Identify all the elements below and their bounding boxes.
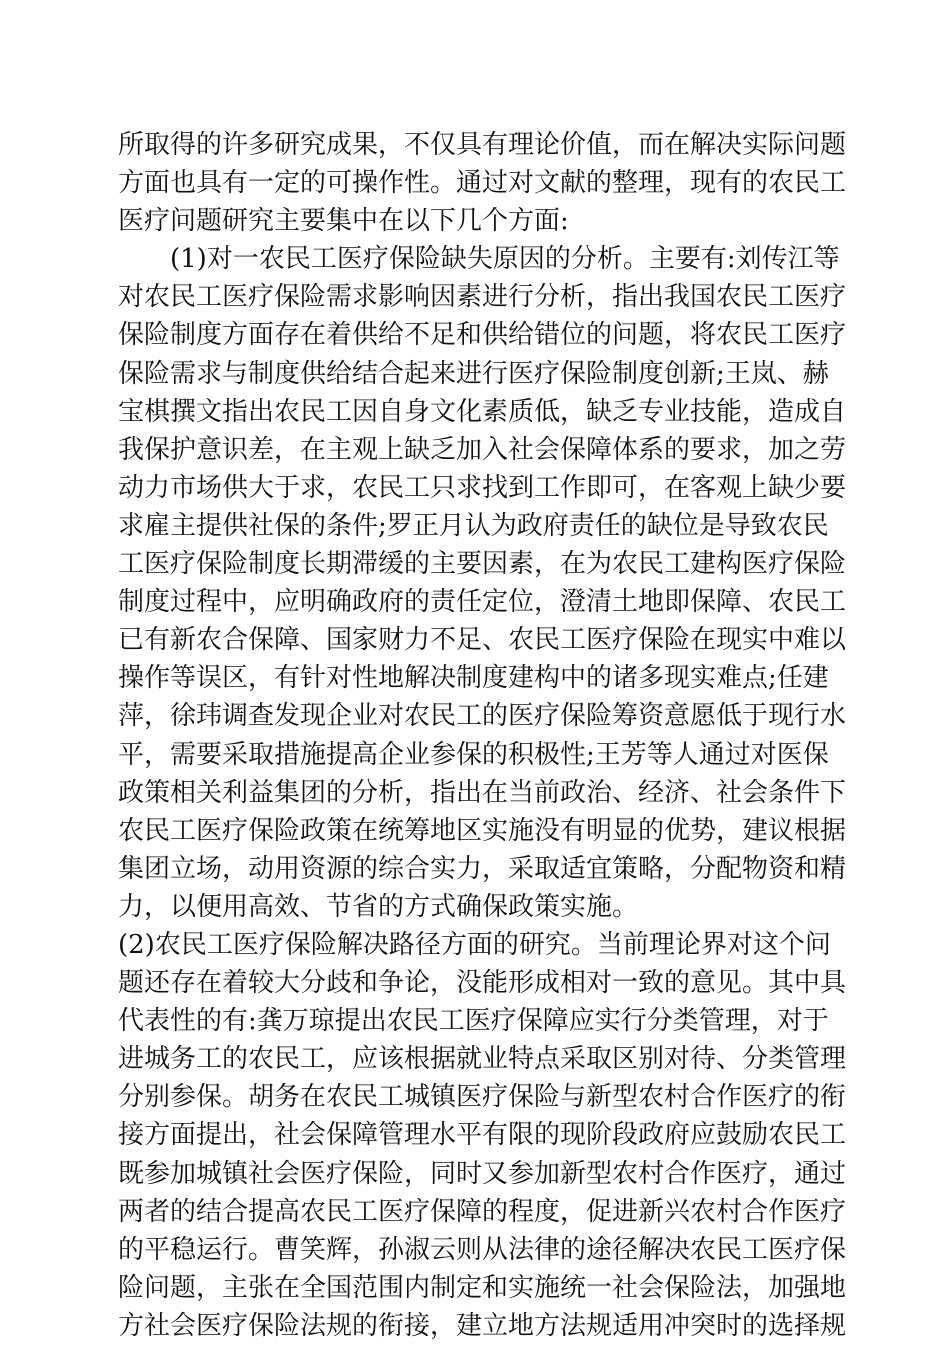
text-line: 接方面提出，社会保障管理水平有限的现阶段政府应鼓励农民工 [118, 1120, 847, 1151]
text-line: 题还存在着较大分歧和争论，没能形成相对一致的意见。其中具 [118, 968, 847, 999]
text-line: 既参加城镇社会医疗保险，同时又参加新型农村合作医疗，通过 [118, 1158, 847, 1189]
text-line: 两者的结合提高农民工医疗保障的程度，促进新兴农村合作医疗 [118, 1196, 847, 1227]
text-line: 代表性的有:龚万琼提出农民工医疗保障应实行分类管理，对于 [118, 1006, 829, 1037]
text-line: 分别参保。胡务在农民工城镇医疗保险与新型农村合作医疗的衔 [118, 1082, 847, 1113]
text-line: 工医疗保险制度长期滞缓的主要因素，在为农民工建构医疗保险 [118, 549, 847, 580]
text-line: 力，以便用高效、节省的方式确保政策实施。 [118, 891, 639, 922]
text-line: 集团立场，动用资源的综合实力，采取适宜策略，分配物资和精 [118, 853, 847, 884]
text-line: 方面也具有一定的可操作性。通过对文献的整理，现有的农民工 [118, 168, 847, 199]
text-line: 动力市场供大于求，农民工只求找到工作即可，在客观上缺少要 [118, 472, 847, 503]
text-line: 我保护意识差，在主观上缺乏加入社会保障体系的要求，加之劳 [118, 434, 847, 465]
text-line: 医疗问题研究主要集中在以下几个方面: [118, 206, 569, 237]
text-line: 保险需求与制度供给结合起来进行医疗保险制度创新;王岚、赫 [118, 358, 829, 389]
text-line: 农民工医疗保险政策在统筹地区实施没有明显的优势，建议根据 [118, 815, 847, 846]
text-line: 所取得的许多研究成果，不仅具有理论价值，而在解决实际问题 [118, 130, 847, 160]
text-line: 进城务工的农民工，应该根据就业特点采取区别对待、分类管理 [118, 1044, 847, 1075]
text-line: 制度过程中，应明确政府的责任定位，澄清土地即保障、农民工 [118, 587, 847, 618]
text-line: 险问题，主张在全国范围内制定和实施统一社会保险法，加强地 [118, 1272, 847, 1303]
text-line: 求雇主提供社保的条件;罗正月认为政府责任的缺位是导致农民 [118, 510, 829, 541]
text-line: 萍，徐玮调查发现企业对农民工的医疗保险筹资意愿低于现行水 [118, 701, 847, 732]
text-line: 操作等误区，有针对性地解决制度建构中的诸多现实难点;任建 [118, 663, 829, 694]
text-line: 保险制度方面存在着供给不足和供给错位的问题，将农民工医疗 [118, 320, 847, 351]
document-page [118, 126, 848, 1345]
text-line: 方社会医疗保险法规的衔接，建立地方法规适用冲突时的选择规 [118, 1310, 847, 1341]
text-line: 平，需要采取措施提高企业参保的积极性;王芳等人通过对医保 [118, 739, 829, 770]
text-line: (2)农民工医疗保险解决路径方面的研究。当前理论界对这个问 [118, 929, 831, 960]
text-line: 宝棋撰文指出农民工因自身文化素质低，缺乏专业技能，造成自 [118, 396, 847, 427]
text-line: 的平稳运行。曹笑辉，孙淑云则从法律的途径解决农民工医疗保 [118, 1234, 847, 1265]
text-line: 政策相关利益集团的分析，指出在当前政治、经济、社会条件下 [118, 777, 847, 808]
text-line: 对农民工医疗保险需求影响因素进行分析，指出我国农民工医疗 [118, 282, 847, 313]
text-line: (1)对一农民工医疗保险缺失原因的分析。主要有:刘传江等 [170, 244, 840, 275]
text-line: 已有新农合保障、国家财力不足、农民工医疗保险在现实中难以 [118, 625, 847, 656]
